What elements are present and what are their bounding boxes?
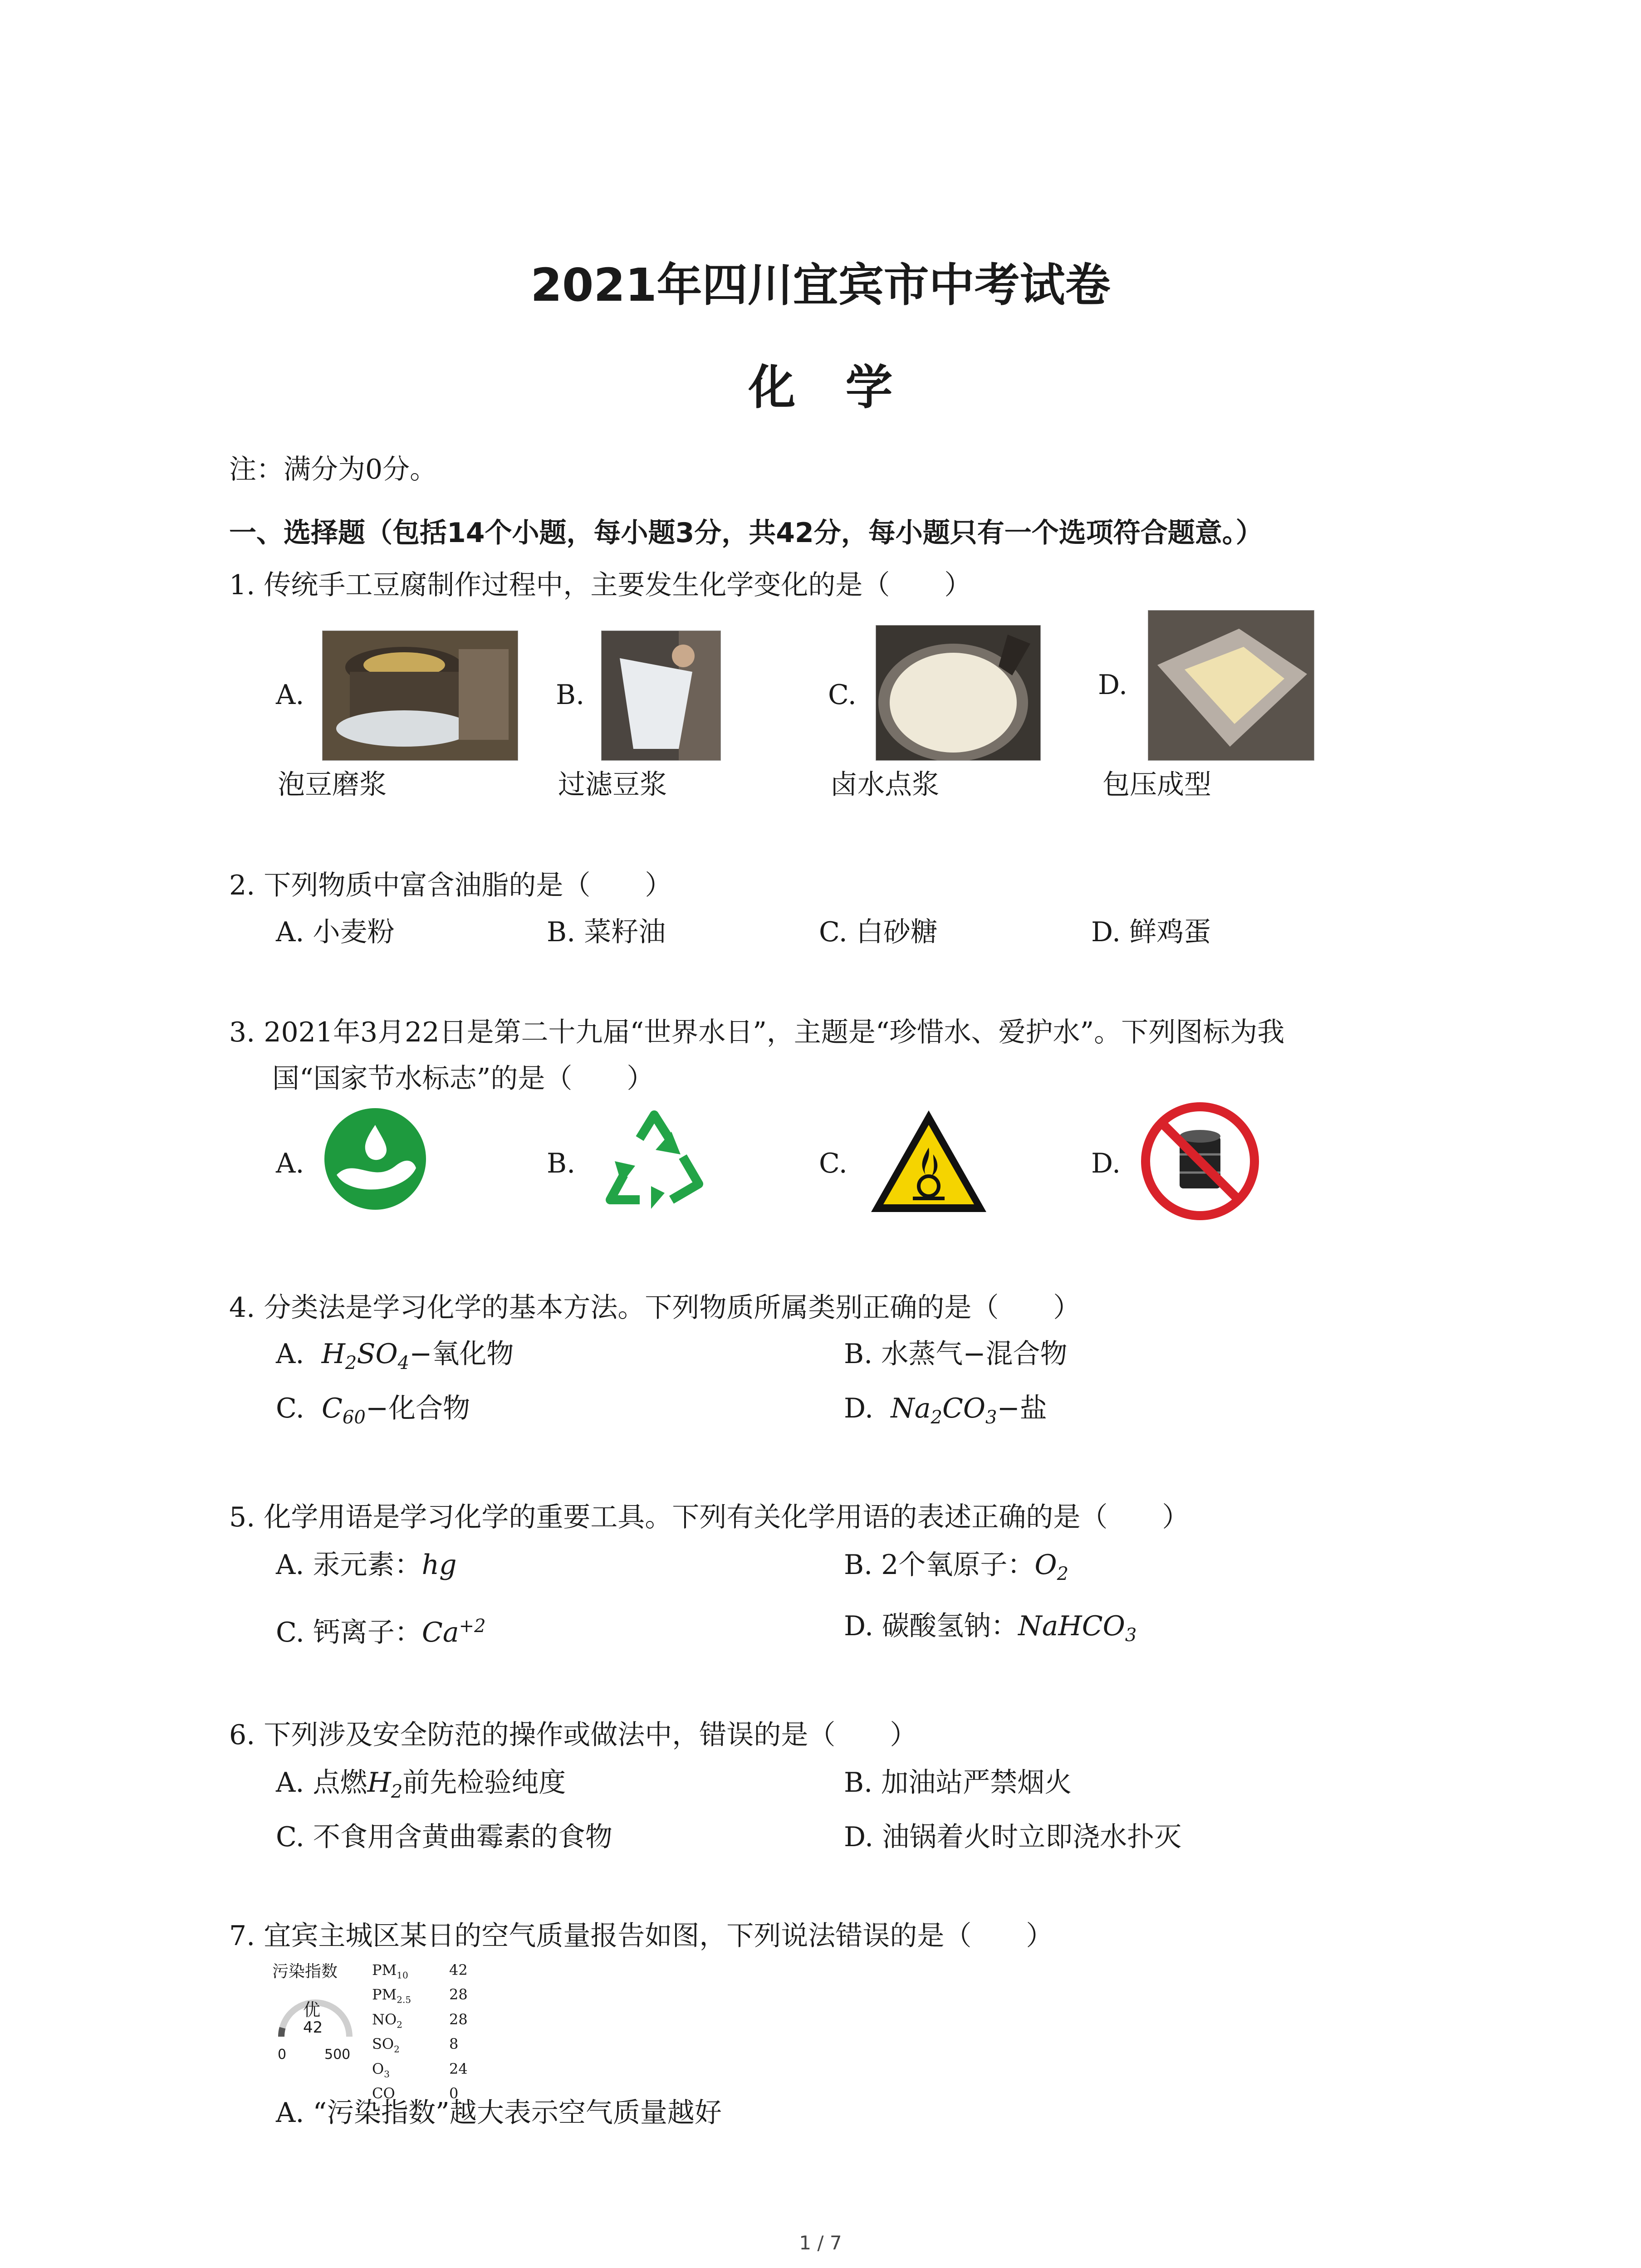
pollutant-row <box>372 2034 481 2059</box>
pollutant-subscript: 10 <box>397 1970 408 1981</box>
q4-option-b: B. 水蒸气−混合物 <box>844 1338 1068 1370</box>
pollutant-value: 24 <box>449 2060 468 2077</box>
aqi-value: 42 <box>303 2019 323 2037</box>
pollutant-name: $O_3$ <box>372 2060 390 2079</box>
aqi-max: 500 <box>324 2047 351 2063</box>
q6-a-pre: A. 点燃 <box>276 1767 367 1799</box>
q4-option-c <box>276 1390 470 1436</box>
q5-option-c <box>276 1608 486 1651</box>
pollutant-name: $NO_2$ <box>372 2010 402 2030</box>
q5-d-sub: 3 <box>1125 1625 1137 1646</box>
q2-option-d: D. 鲜鸡蛋 <box>1091 916 1211 948</box>
q4-a-formula-h: H <box>321 1338 345 1370</box>
pollutant-subscript: 2.5 <box>397 1994 411 2005</box>
q4-c-sub: 60 <box>342 1407 366 1428</box>
q5-a-text: A. 汞元素： <box>276 1549 422 1581</box>
q5-option-b <box>844 1547 1068 1592</box>
q4-option-d <box>844 1390 1047 1436</box>
question-1-stem: 1. 传统手工豆腐制作过程中，主要发生化学变化的是（ ） <box>229 569 972 601</box>
question-6-stem: 6. 下列涉及安全防范的操作或做法中，错误的是（ ） <box>229 1719 917 1751</box>
q5-c-text: C. 钙离子： <box>276 1617 422 1648</box>
q3-option-c-letter: C. <box>819 1148 847 1179</box>
question-3-stem-line2: 国“国家节水标志”的是（ ） <box>272 1063 654 1095</box>
pollutant-row <box>372 2059 481 2084</box>
q4-c-rest: −化合物 <box>365 1393 470 1424</box>
q1-option-a-caption: 泡豆磨浆 <box>278 769 387 801</box>
q4-option-a <box>276 1336 514 1381</box>
q3-option-d-letter: D. <box>1091 1148 1121 1179</box>
q5-option-d <box>844 1608 1136 1653</box>
pollutant-name: CO <box>372 2084 395 2102</box>
q4-c-formula: C <box>322 1393 343 1424</box>
aqi-grade: 优 <box>303 2000 321 2020</box>
q4-option-d-letter: D. <box>844 1393 874 1424</box>
q1-option-b-caption: 过滤豆浆 <box>558 769 667 801</box>
q4-a-rest: −氧化物 <box>409 1338 514 1370</box>
pollutant-subscript: 2 <box>397 2019 402 2030</box>
pollutant-value: 42 <box>449 1961 468 1979</box>
q1-option-d-letter: D. <box>1098 669 1128 701</box>
aqi-gauge-fill <box>281 2028 283 2037</box>
q2-option-c: C. 白砂糖 <box>819 916 938 948</box>
pollutant-name: $PM_{2.5}$ <box>372 1986 411 2005</box>
q1-option-d-image <box>1148 610 1314 761</box>
subject-title: 化学 <box>748 360 943 415</box>
question-3-stem-line1: 3. 2021年3月22日是第二十九届“世界水日”，主题是“珍惜水、爱护水”。下列图标为我 <box>229 1017 1285 1048</box>
section-heading: 一、选择题（包括14个小题，每小题3分，共42分，每小题只有一个选项符合题意。） <box>229 517 1263 549</box>
exam-title: 2021年四川宜宾市中考试卷 <box>530 259 1111 312</box>
pollutant-value: 8 <box>449 2035 459 2053</box>
aqi-min: 0 <box>278 2047 287 2063</box>
q1-option-c-image <box>876 625 1041 761</box>
q4-d-formula-na: Na <box>891 1393 931 1424</box>
pollutant-value: 28 <box>449 2010 468 2028</box>
q5-a-formula: hg <box>421 1549 457 1581</box>
q4-option-c-letter: C. <box>276 1393 304 1424</box>
q3-option-a-letter: A. <box>276 1148 304 1179</box>
q6-a-sub: 2 <box>391 1781 403 1802</box>
q4-d-formula-co: CO <box>942 1393 986 1424</box>
aqi-label: 污染指数 <box>272 1962 338 1981</box>
q5-d-formula: NaHCO <box>1018 1610 1125 1642</box>
no-oil-drum-icon <box>1139 1100 1261 1222</box>
q1-option-b-letter: B. <box>556 679 585 711</box>
pollutant-list <box>372 1960 481 2103</box>
q5-c-sup: +2 <box>459 1616 486 1637</box>
q7-option-a: A. “污染指数”越大表示空气质量越好 <box>276 2097 722 2129</box>
q5-b-formula: O <box>1034 1549 1057 1581</box>
q1-option-b-image <box>601 631 721 761</box>
q1-option-c-caption: 卤水点浆 <box>830 769 939 801</box>
q5-option-a <box>276 1547 457 1583</box>
q1-option-c-letter: C. <box>828 679 857 711</box>
question-4-stem: 4. 分类法是学习化学的基本方法。下列物质所属类别正确的是（ ） <box>229 1292 1081 1324</box>
q1-option-a-image <box>322 631 518 761</box>
q6-option-c: C. 不食用含黄曲霉素的食物 <box>276 1821 612 1853</box>
q5-b-text: B. 2个氧原子： <box>844 1549 1035 1581</box>
q1-option-a-letter: A. <box>276 679 304 711</box>
q6-option-a <box>276 1765 566 1810</box>
q4-option-a-letter: A. <box>276 1338 304 1370</box>
pollutant-subscript: 2 <box>394 2043 400 2055</box>
q3-option-b-letter: B. <box>547 1148 576 1179</box>
warning-flammable-icon <box>867 1107 990 1216</box>
q6-a-post: 前先检验纯度 <box>402 1767 566 1799</box>
q4-a-sub-4: 4 <box>397 1353 410 1374</box>
recycle-icon <box>597 1107 712 1216</box>
pollutant-name: $SO_2$ <box>372 2035 400 2055</box>
q4-d-sub2: 3 <box>985 1407 997 1428</box>
q5-c-formula: Ca <box>421 1617 459 1648</box>
pollutant-value: 28 <box>449 1986 468 2004</box>
pollutant-row <box>372 2010 481 2034</box>
question-5-stem: 5. 化学用语是学习化学的重要工具。下列有关化学用语的表述正确的是（ ） <box>229 1501 1190 1533</box>
q6-a-formula: H <box>367 1767 391 1799</box>
page-number: 1 / 7 <box>799 2232 842 2254</box>
q5-b-sub: 2 <box>1057 1564 1069 1584</box>
question-7-stem: 7. 宜宾主城区某日的空气质量报告如图，下列说法错误的是（ ） <box>229 1920 1053 1952</box>
q6-option-d: D. 油锅着火时立即浇水扑灭 <box>844 1821 1182 1853</box>
pollutant-value: 0 <box>449 2084 459 2102</box>
q2-option-b: B. 菜籽油 <box>547 916 666 948</box>
q4-d-sub1: 2 <box>931 1407 942 1428</box>
question-2-stem: 2. 下列物质中富含油脂的是（ ） <box>229 870 672 901</box>
q6-option-b: B. 加油站严禁烟火 <box>844 1767 1072 1799</box>
pollutant-subscript: 3 <box>384 2068 390 2079</box>
pollutant-row <box>372 1985 481 2009</box>
water-saving-icon <box>323 1107 427 1211</box>
q5-d-text: D. 碳酸氢钠： <box>844 1610 1019 1642</box>
q1-option-d-caption: 包压成型 <box>1102 769 1211 801</box>
q2-option-a: A. 小麦粉 <box>276 916 395 948</box>
pollutant-row <box>372 1960 481 1985</box>
q4-a-sub-2: 2 <box>345 1353 357 1374</box>
q4-d-rest: −盐 <box>997 1393 1047 1424</box>
q4-a-formula-so: SO <box>357 1338 398 1370</box>
score-note: 注：满分为0分。 <box>229 454 437 485</box>
pollutant-name: $PM_{10}$ <box>372 1961 408 1981</box>
